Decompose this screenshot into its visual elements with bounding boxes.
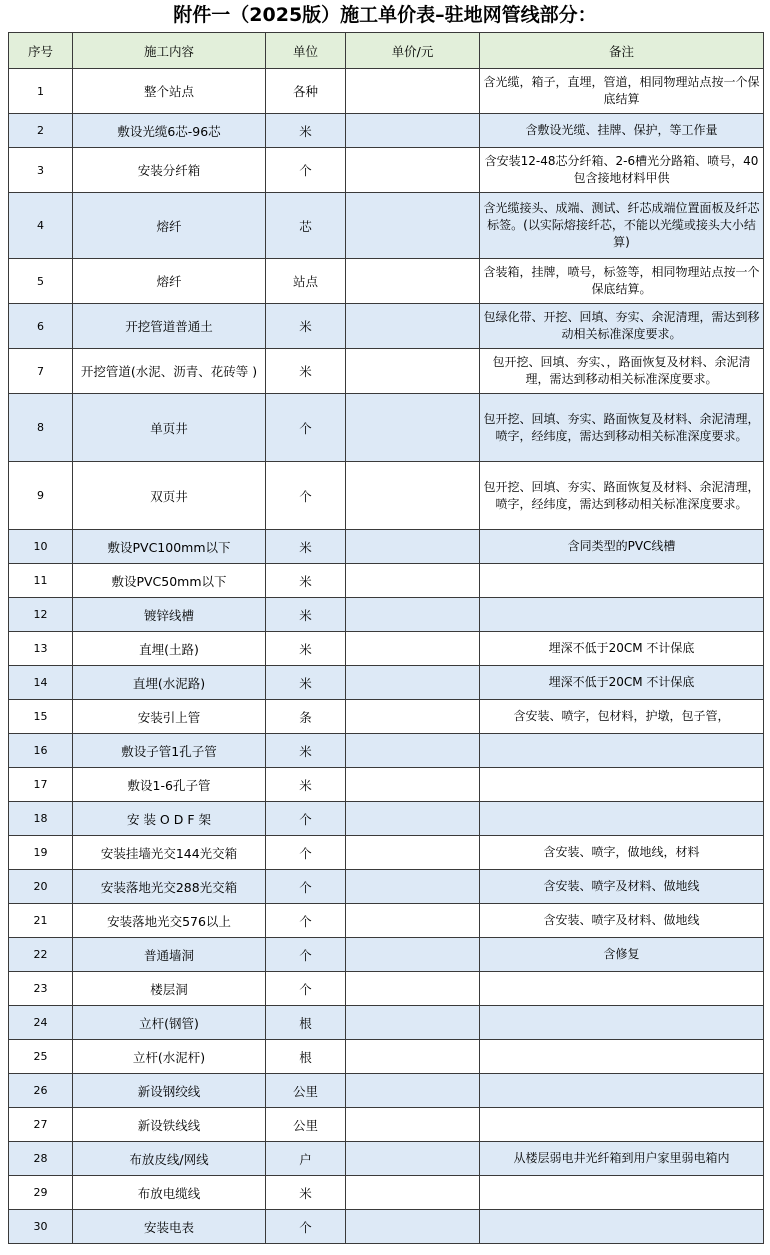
cell-unit: 个 xyxy=(266,972,346,1006)
cell-content: 立杆(钢管) xyxy=(73,1006,266,1040)
cell-content: 布放皮线/网线 xyxy=(73,1142,266,1176)
table-row xyxy=(9,1074,764,1108)
cell-note xyxy=(480,564,764,598)
cell-content: 熔纤 xyxy=(73,259,266,304)
cell-content: 安装落地光交288光交箱 xyxy=(73,870,266,904)
cell-price[interactable] xyxy=(346,1074,480,1108)
cell-content: 安装电表 xyxy=(73,1210,266,1244)
table-row xyxy=(9,734,764,768)
table-row xyxy=(9,700,764,734)
cell-note xyxy=(480,802,764,836)
cell-content: 敷设PVC100mm以下 xyxy=(73,530,266,564)
cell-unit: 个 xyxy=(266,836,346,870)
cell-price[interactable] xyxy=(346,870,480,904)
cell-price[interactable] xyxy=(346,564,480,598)
cell-no: 23 xyxy=(9,972,73,1006)
header-content: 施工内容 xyxy=(73,33,266,69)
cell-unit: 个 xyxy=(266,1210,346,1244)
cell-no: 16 xyxy=(9,734,73,768)
cell-price[interactable] xyxy=(346,768,480,802)
page-title: 附件一（2025版）施工单价表–驻地网管线部分： xyxy=(173,4,597,26)
cell-note: 含安装、喷字，包材料，护墩，包子管， xyxy=(480,700,764,734)
cell-no: 10 xyxy=(9,530,73,564)
table-row xyxy=(9,632,764,666)
table-row xyxy=(9,836,764,870)
cell-no: 14 xyxy=(9,666,73,700)
cell-price[interactable] xyxy=(346,802,480,836)
cell-unit: 公里 xyxy=(266,1074,346,1108)
cell-unit: 根 xyxy=(266,1040,346,1074)
cell-note: 从楼层弱电井光纤箱到用户家里弱电箱内 xyxy=(480,1142,764,1176)
cell-content: 敷设子管1孔子管 xyxy=(73,734,266,768)
cell-price[interactable] xyxy=(346,193,480,259)
cell-note: 含敷设光缆、挂牌、保护，等工作量 xyxy=(480,114,764,148)
cell-content: 新设钢绞线 xyxy=(73,1074,266,1108)
cell-price[interactable] xyxy=(346,259,480,304)
cell-unit: 米 xyxy=(266,114,346,148)
cell-price[interactable] xyxy=(346,304,480,349)
table-row xyxy=(9,114,764,148)
table-row xyxy=(9,148,764,193)
cell-content: 敷设PVC50mm以下 xyxy=(73,564,266,598)
cell-content: 开挖管道(水泥、沥青、花砖等 ) xyxy=(73,349,266,394)
cell-no: 9 xyxy=(9,462,73,530)
cell-unit: 米 xyxy=(266,304,346,349)
table-row xyxy=(9,1006,764,1040)
cell-price[interactable] xyxy=(346,938,480,972)
cell-unit: 米 xyxy=(266,530,346,564)
table-row xyxy=(9,349,764,394)
cell-no: 25 xyxy=(9,1040,73,1074)
table-row xyxy=(9,972,764,1006)
header-unit: 单位 xyxy=(266,33,346,69)
cell-no: 30 xyxy=(9,1210,73,1244)
table-row xyxy=(9,462,764,530)
cell-content: 布放电缆线 xyxy=(73,1176,266,1210)
cell-no: 29 xyxy=(9,1176,73,1210)
cell-note: 含安装12-48芯分纤箱、2-6槽光分路箱、喷号，40包含接地材料甲供 xyxy=(480,148,764,193)
cell-content: 普通墙洞 xyxy=(73,938,266,972)
cell-unit: 米 xyxy=(266,632,346,666)
cell-note: 含光缆接头、成端、测试、纤芯成端位置面板及纤芯标签。(以实际熔接纤芯，不能以光缆或接头大小结算) xyxy=(480,193,764,259)
cell-no: 3 xyxy=(9,148,73,193)
cell-note: 埋深不低于20CM 不计保底 xyxy=(480,632,764,666)
cell-note: 包开挖、回填、夯实、路面恢复及材料、余泥清理，喷字，经纬度，需达到移动相关标准深度要求。 xyxy=(480,394,764,462)
cell-unit: 米 xyxy=(266,598,346,632)
cell-note xyxy=(480,1176,764,1210)
cell-content: 双页井 xyxy=(73,462,266,530)
cell-unit: 个 xyxy=(266,938,346,972)
cell-no: 11 xyxy=(9,564,73,598)
cell-no: 17 xyxy=(9,768,73,802)
cell-content: 立杆(水泥杆) xyxy=(73,1040,266,1074)
cell-note: 含安装、喷字及材料、做地线 xyxy=(480,870,764,904)
cell-no: 15 xyxy=(9,700,73,734)
cell-no: 21 xyxy=(9,904,73,938)
cell-no: 13 xyxy=(9,632,73,666)
cell-note: 含安装、喷字及材料、做地线 xyxy=(480,904,764,938)
cell-price[interactable] xyxy=(346,666,480,700)
cell-price[interactable] xyxy=(346,904,480,938)
table-row xyxy=(9,259,764,304)
cell-note: 包绿化带、开挖、回填、夯实、余泥清理，需达到移动相关标准深度要求。 xyxy=(480,304,764,349)
cell-unit: 个 xyxy=(266,904,346,938)
cell-price[interactable] xyxy=(346,69,480,114)
cell-note: 含同类型的PVC线槽 xyxy=(480,530,764,564)
cell-no: 4 xyxy=(9,193,73,259)
cell-content: 镀锌线槽 xyxy=(73,598,266,632)
cell-unit: 站点 xyxy=(266,259,346,304)
cell-note: 包开挖、回填、夯实、，路面恢复及材料、余泥清理，需达到移动相关标准深度要求。 xyxy=(480,349,764,394)
table-header-row xyxy=(9,33,764,69)
table-row xyxy=(9,870,764,904)
table-row xyxy=(9,938,764,972)
cell-price[interactable] xyxy=(346,700,480,734)
cell-no: 20 xyxy=(9,870,73,904)
cell-no: 6 xyxy=(9,304,73,349)
cell-unit: 米 xyxy=(266,666,346,700)
cell-no: 24 xyxy=(9,1006,73,1040)
table-body xyxy=(9,69,764,1244)
table-row xyxy=(9,904,764,938)
table-row xyxy=(9,394,764,462)
table-row xyxy=(9,1176,764,1210)
cell-price[interactable] xyxy=(346,632,480,666)
cell-content: 敷设1-6孔子管 xyxy=(73,768,266,802)
cell-content: 新设铁线线 xyxy=(73,1108,266,1142)
cell-unit: 米 xyxy=(266,768,346,802)
table-row xyxy=(9,1108,764,1142)
cell-unit: 各种 xyxy=(266,69,346,114)
cell-unit: 米 xyxy=(266,1176,346,1210)
table-row xyxy=(9,666,764,700)
header-note: 备注 xyxy=(480,33,764,69)
cell-note xyxy=(480,1006,764,1040)
cell-content: 整个站点 xyxy=(73,69,266,114)
cell-no: 1 xyxy=(9,69,73,114)
cell-note xyxy=(480,1074,764,1108)
cell-unit: 芯 xyxy=(266,193,346,259)
table-row xyxy=(9,802,764,836)
cell-note xyxy=(480,972,764,1006)
cell-price[interactable] xyxy=(346,1176,480,1210)
cell-price[interactable] xyxy=(346,734,480,768)
cell-price[interactable] xyxy=(346,972,480,1006)
cell-no: 2 xyxy=(9,114,73,148)
cell-unit: 户 xyxy=(266,1142,346,1176)
cell-unit: 公里 xyxy=(266,1108,346,1142)
cell-no: 5 xyxy=(9,259,73,304)
table-row xyxy=(9,564,764,598)
cell-price[interactable] xyxy=(346,1006,480,1040)
cell-content: 安装引上管 xyxy=(73,700,266,734)
cell-no: 27 xyxy=(9,1108,73,1142)
cell-unit: 个 xyxy=(266,394,346,462)
cell-content: 直埋(水泥路) xyxy=(73,666,266,700)
cell-note xyxy=(480,1108,764,1142)
cell-price[interactable] xyxy=(346,114,480,148)
cell-content: 安装分纤箱 xyxy=(73,148,266,193)
cell-note: 含修复 xyxy=(480,938,764,972)
cell-content: 开挖管道普通土 xyxy=(73,304,266,349)
cell-no: 28 xyxy=(9,1142,73,1176)
cell-content: 安装挂墙光交144光交箱 xyxy=(73,836,266,870)
cell-note: 包开挖、回填、夯实、路面恢复及材料、余泥清理，喷字，经纬度，需达到移动相关标准深度要求。 xyxy=(480,462,764,530)
cell-price[interactable] xyxy=(346,148,480,193)
cell-price[interactable] xyxy=(346,1142,480,1176)
cell-unit: 米 xyxy=(266,564,346,598)
header-price: 单价/元 xyxy=(346,33,480,69)
cell-no: 26 xyxy=(9,1074,73,1108)
cell-price[interactable] xyxy=(346,394,480,462)
header-no: 序号 xyxy=(9,33,73,69)
cell-price[interactable] xyxy=(346,349,480,394)
cell-price[interactable] xyxy=(346,1108,480,1142)
cell-price[interactable] xyxy=(346,836,480,870)
table-row xyxy=(9,598,764,632)
cell-no: 8 xyxy=(9,394,73,462)
cell-note xyxy=(480,768,764,802)
table-row xyxy=(9,304,764,349)
cell-price[interactable] xyxy=(346,530,480,564)
table-row xyxy=(9,193,764,259)
table-row xyxy=(9,1210,764,1244)
table-row xyxy=(9,530,764,564)
cell-price[interactable] xyxy=(346,462,480,530)
cell-unit: 米 xyxy=(266,349,346,394)
cell-unit: 个 xyxy=(266,870,346,904)
cell-content: 安 装 O D F 架 xyxy=(73,802,266,836)
cell-note xyxy=(480,1210,764,1244)
price-table xyxy=(8,32,764,1244)
cell-no: 18 xyxy=(9,802,73,836)
cell-unit: 米 xyxy=(266,734,346,768)
cell-no: 12 xyxy=(9,598,73,632)
cell-unit: 个 xyxy=(266,802,346,836)
cell-unit: 个 xyxy=(266,462,346,530)
table-row xyxy=(9,768,764,802)
cell-note xyxy=(480,598,764,632)
cell-content: 熔纤 xyxy=(73,193,266,259)
cell-content: 安装落地光交576以上 xyxy=(73,904,266,938)
cell-content: 敷设光缆6芯-96芯 xyxy=(73,114,266,148)
cell-no: 19 xyxy=(9,836,73,870)
table-row xyxy=(9,1142,764,1176)
cell-unit: 个 xyxy=(266,148,346,193)
cell-note: 埋深不低于20CM 不计保底 xyxy=(480,666,764,700)
cell-price[interactable] xyxy=(346,1210,480,1244)
table-row xyxy=(9,69,764,114)
cell-no: 7 xyxy=(9,349,73,394)
table-row xyxy=(9,1040,764,1074)
cell-note: 含安装、喷字，做地线，材料 xyxy=(480,836,764,870)
cell-note xyxy=(480,734,764,768)
cell-unit: 条 xyxy=(266,700,346,734)
cell-price[interactable] xyxy=(346,1040,480,1074)
cell-content: 单页井 xyxy=(73,394,266,462)
cell-no: 22 xyxy=(9,938,73,972)
cell-unit: 根 xyxy=(266,1006,346,1040)
cell-note xyxy=(480,1040,764,1074)
cell-note: 含装箱，挂牌，喷号，标签等，相同物理站点按一个保底结算。 xyxy=(480,259,764,304)
cell-content: 楼层洞 xyxy=(73,972,266,1006)
cell-price[interactable] xyxy=(346,598,480,632)
cell-note: 含光缆，箱子，直埋，管道，相同物理站点按一个保底结算 xyxy=(480,69,764,114)
cell-content: 直埋(土路) xyxy=(73,632,266,666)
